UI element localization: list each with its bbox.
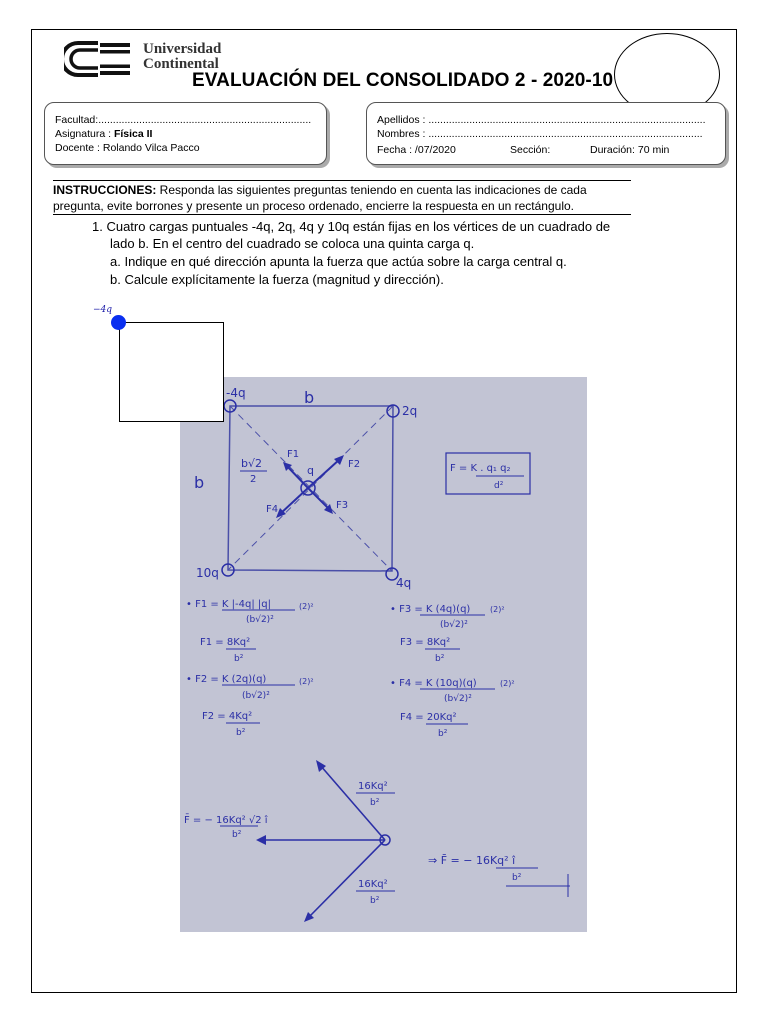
charge-label: −4q [93,305,113,315]
university-logo [64,38,132,80]
hw-f4-eq-bottom: (b√2)² [444,694,472,704]
hw-f2-eq-bottom: (b√2)² [242,691,270,701]
hw-f1-label: F1 [287,449,300,460]
subject-field [55,128,152,141]
teacher-field: Docente : Rolando Vilca Pacco [55,142,200,154]
hw-half-diag-den: 2 [250,474,257,485]
hw-f3-eq-factor: (2)² [490,605,505,614]
hw-corner-bl: 10q [196,566,219,580]
hw-center-charge: q [307,464,314,477]
subject-value: Física II [113,128,153,140]
handwritten-answer-photo [180,377,587,932]
hw-half-diag-num: b√2 [241,457,262,470]
section-field[interactable]: Sección: [510,144,551,156]
faculty-field[interactable]: Facultad:......................................................................... [55,114,312,126]
instructions-text: Responda las siguientes preguntas teniendo en cuenta las indicaciones de cada pregunta, evite borrones y presente un proceso ordenado, encierre la respuesta en un rectángulo. [53,183,587,213]
instructions-bottom-rule [53,214,631,215]
hw-corner-tl: -4q [226,386,246,400]
university-line2: Continental [143,56,219,72]
student-info-box [366,102,726,165]
hw-coulomb-top: F = K . q₁ q₂ [450,463,511,474]
instructions [53,182,631,214]
hw-f2-label: F2 [348,459,361,470]
university-name [143,42,221,72]
hw-result-top: ⇒ F̄ = − 16Kq² î [428,854,516,867]
hw-side-top: b [304,388,315,407]
hw-f2-res-top: F2 = 4Kq² [202,711,253,722]
hw-vec-top-num: 16Kq² [358,781,388,792]
question-part-a: a. Indique en qué dirección apunta la fuerza que actúa sobre la carga central q. [110,254,567,269]
hw-f1-eq-top: • F1 = K |-4q| |q| [186,599,271,610]
question-part-b: b. Calcule explícitamente la fuerza (magnitud y dirección). [110,272,444,287]
hw-f1-eq-factor: (2)² [299,602,314,611]
hw-vec-bot-den: b² [370,896,380,906]
hw-sum-left-top: F̄ = − 16Kq² √2 î [184,815,268,826]
question-line1: 1. Cuatro cargas puntuales -4q, 2q, 4q y 10q están fijas en los vértices de un cuadrado de [92,219,611,234]
hw-f4-eq-top: • F4 = K (10q)(q) [390,678,477,689]
question-line2: lado b. En el centro del cuadrado se coloca una quinta carga q. [110,236,475,251]
hw-sum-left-den: b² [232,830,242,840]
instructions-label: INSTRUCCIONES: [53,183,157,197]
hw-f1-eq-bottom: (b√2)² [246,615,274,625]
hw-f4-label: F4 [266,504,279,515]
hw-coulomb-bottom: d² [494,481,504,491]
hw-f1-res-top: F1 = 8Kq² [200,637,251,648]
names-field[interactable]: Nombres : .............................................................................................. [377,128,703,140]
hw-f4-res-top: F4 = 20Kq² [400,712,457,723]
hw-result-den: b² [512,873,522,883]
hw-f3-eq-bottom: (b√2)² [440,620,468,630]
hw-f1-res-bottom: b² [234,654,244,664]
instructions-top-rule [53,180,631,181]
hw-f3-res-top: F3 = 8Kq² [400,637,451,648]
hw-f3-res-bottom: b² [435,654,445,664]
hw-f2-res-bottom: b² [236,728,246,738]
duration-field: Duración: 70 min [590,144,670,156]
hw-f4-eq-factor: (2)² [500,679,515,688]
hw-vec-top-den: b² [370,798,380,808]
university-line1: Universidad [143,41,222,57]
hw-side-left: b [194,473,205,492]
exam-title: EVALUACIÓN DEL CONSOLIDADO 2 - 2020-10 [192,70,614,91]
hw-corner-tr: 2q [402,404,418,418]
hw-f4-res-bottom: b² [438,729,448,739]
hw-f3-label: F3 [336,500,349,511]
surnames-field[interactable]: Apellidos : ............................................................................................... [377,114,706,126]
hw-f2-eq-top: • F2 = K (2q)(q) [186,674,267,685]
date-field: Fecha : /07/2020 [377,144,456,156]
hw-corner-br: 4q [396,576,412,590]
charge-square-figure [119,322,224,422]
charge-dot [111,315,126,330]
subject-label: Asignatura : [55,128,114,140]
hw-f3-eq-top: • F3 = K (4q)(q) [390,604,471,615]
hw-vec-bot-num: 16Kq² [358,879,388,890]
course-info-box [44,102,327,165]
hw-f2-eq-factor: (2)² [299,677,314,686]
